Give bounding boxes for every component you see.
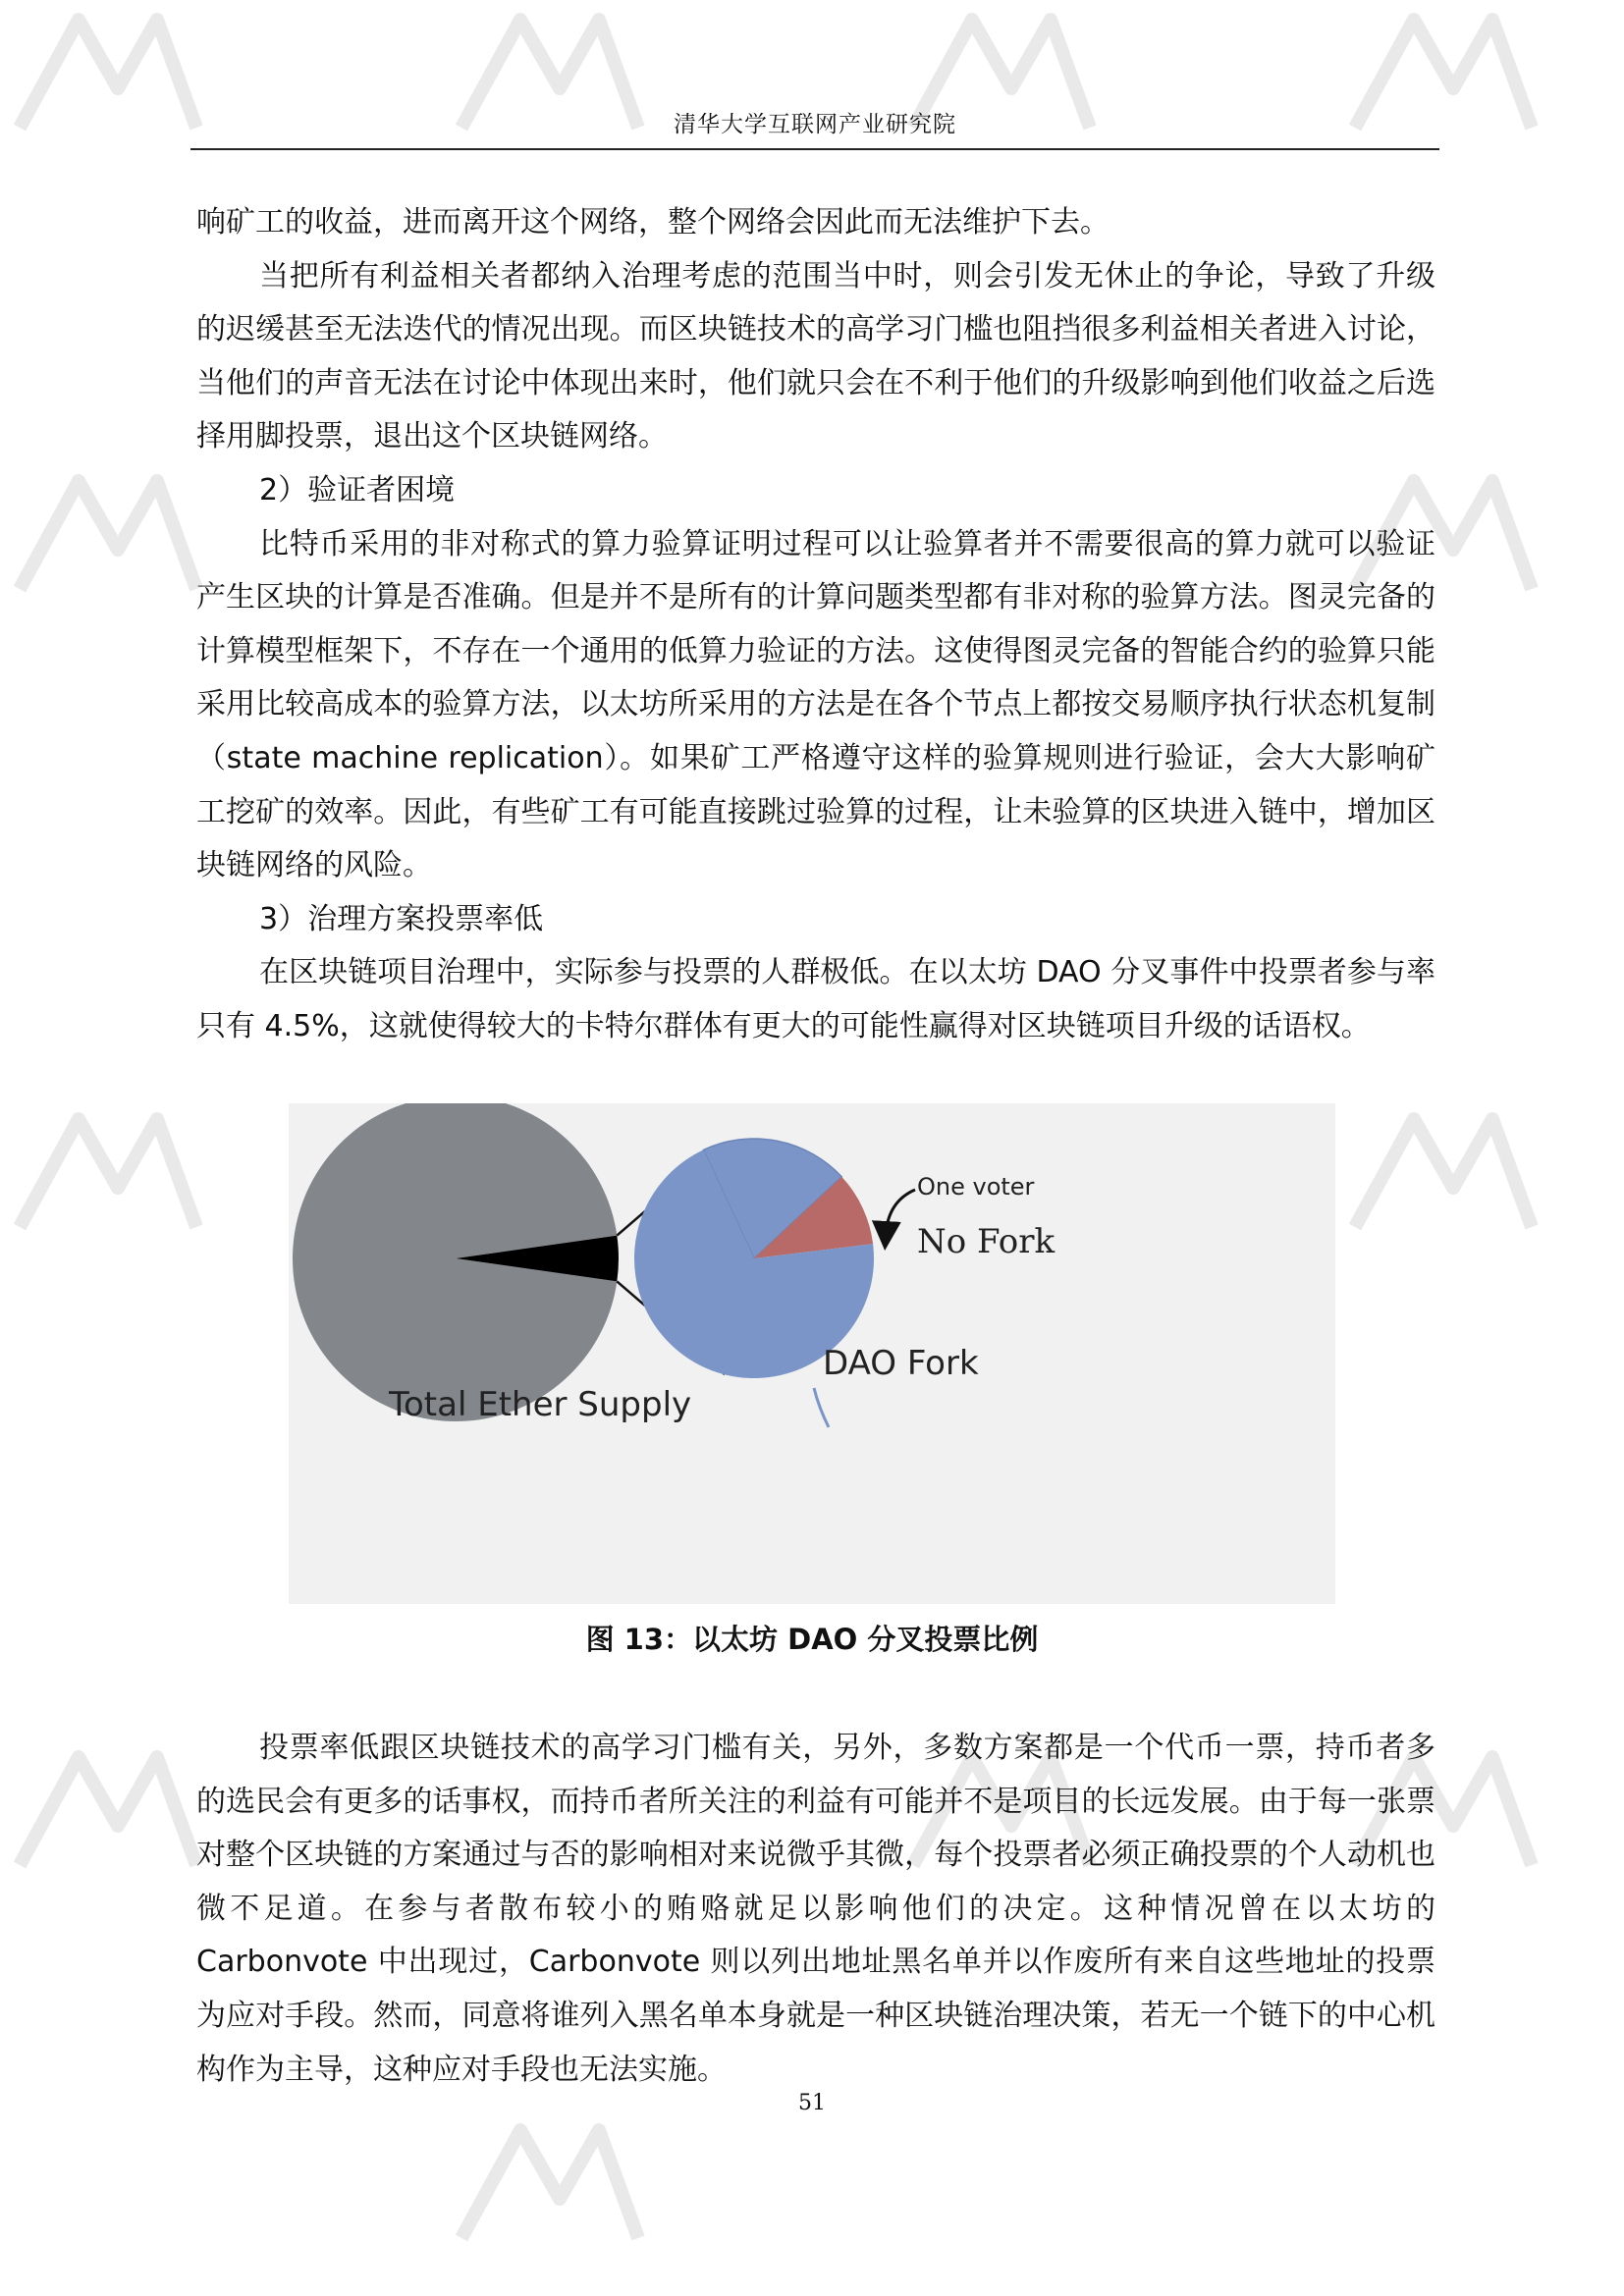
- label-dao-fork: DAO Fork: [823, 1344, 979, 1383]
- paragraph-continuation: 响矿工的收益，进而离开这个网络，整个网络会因此而无法维护下去。: [196, 205, 1110, 240]
- one-voter-arrow: [886, 1190, 915, 1236]
- page-header: 清华大学互联网产业研究院: [674, 112, 956, 137]
- chart-svg: [289, 1103, 1335, 1604]
- paragraph-carbonvote: 投票率低跟区块链技术的高学习门槛有关，另外，多数方案都是一个代币一票，持币者多的选民会有更多的话事权，而持币者所关注的利益有可能并不是项目的长远发展。由于每一张票对整个区块链的方案通过与否的影响相对来说微乎其微，每个投票者必须正确投票的个人动机也微不足道。在参与者散布较小的贿赂就足以影响他们的决定。这种情况曾在以太坊的 Carbonvote 中出现过，Carbonvote 则以列出地址黑名单并以作废所有来自这些地址的投票为应对手段。然而，同意将谁列入黑名单本身就是一种区块链治理决策，若无一个链下的中心机构作为主导，这种应对手段也无法实施。: [196, 1731, 1435, 2087]
- label-no-fork: No Fork: [917, 1222, 1056, 1261]
- header-divider: [190, 148, 1439, 150]
- label-total-ether-supply: Total Ether Supply: [389, 1385, 692, 1424]
- paragraph-stakeholders: 当把所有利益相关者都纳入治理考虑的范围当中时，则会引发无休止的争论，导致了升级的迟缓甚至无法迭代的情况出现。而区块链技术的高学习门槛也阻挡很多利益相关者进入讨论，当他们的声音无法在讨论中体现出来时，他们就只会在不利于他们的升级影响到他们收益之后选择用脚投票，退出这个区块链网络。: [196, 258, 1435, 454]
- subheading-validator-dilemma: 2）验证者困境: [259, 472, 456, 507]
- paragraph-dao-turnout: 在区块链项目治理中，实际参与投票的人群极低。在以太坊 DAO 分叉事件中投票者参与率只有 4.5%，这就使得较大的卡特尔群体有更大的可能性赢得对区块链项目升级的话语权。: [196, 955, 1435, 1043]
- body-text-top: [196, 196, 1435, 1054]
- page-number: 51: [798, 2091, 826, 2115]
- figure-caption: 图 13：以太坊 DAO 分叉投票比例: [585, 1623, 1039, 1656]
- subheading-low-turnout: 3）治理方案投票率低: [259, 901, 544, 936]
- paragraph-validator: 比特币采用的非对称式的算力验算证明过程可以让验算者并不需要很高的算力就可以验证产生区块的计算是否准确。但是并不是所有的计算问题类型都有非对称的验算方法。图灵完备的计算模型框架下，不存在一个通用的低算力验证的方法。这使得图灵完备的智能合约的验算只能采用比较高成本的验算方法，以太坊所采用的方法是在各个节点上都按交易顺序执行状态机复制（state machine replication）。如果矿工严格遵守这样的验算规则进行验证，会大大影响矿工挖矿的效率。因此，有些矿工有可能直接跳过验算的过程，让未验算的区块进入链中，增加区块链网络的风险。: [196, 526, 1435, 883]
- dao-fork-chart: [289, 1103, 1335, 1604]
- dao-fork-leader-line: [814, 1388, 829, 1427]
- body-text-bottom: [196, 1722, 1435, 2097]
- label-one-voter: One voter: [917, 1173, 1035, 1201]
